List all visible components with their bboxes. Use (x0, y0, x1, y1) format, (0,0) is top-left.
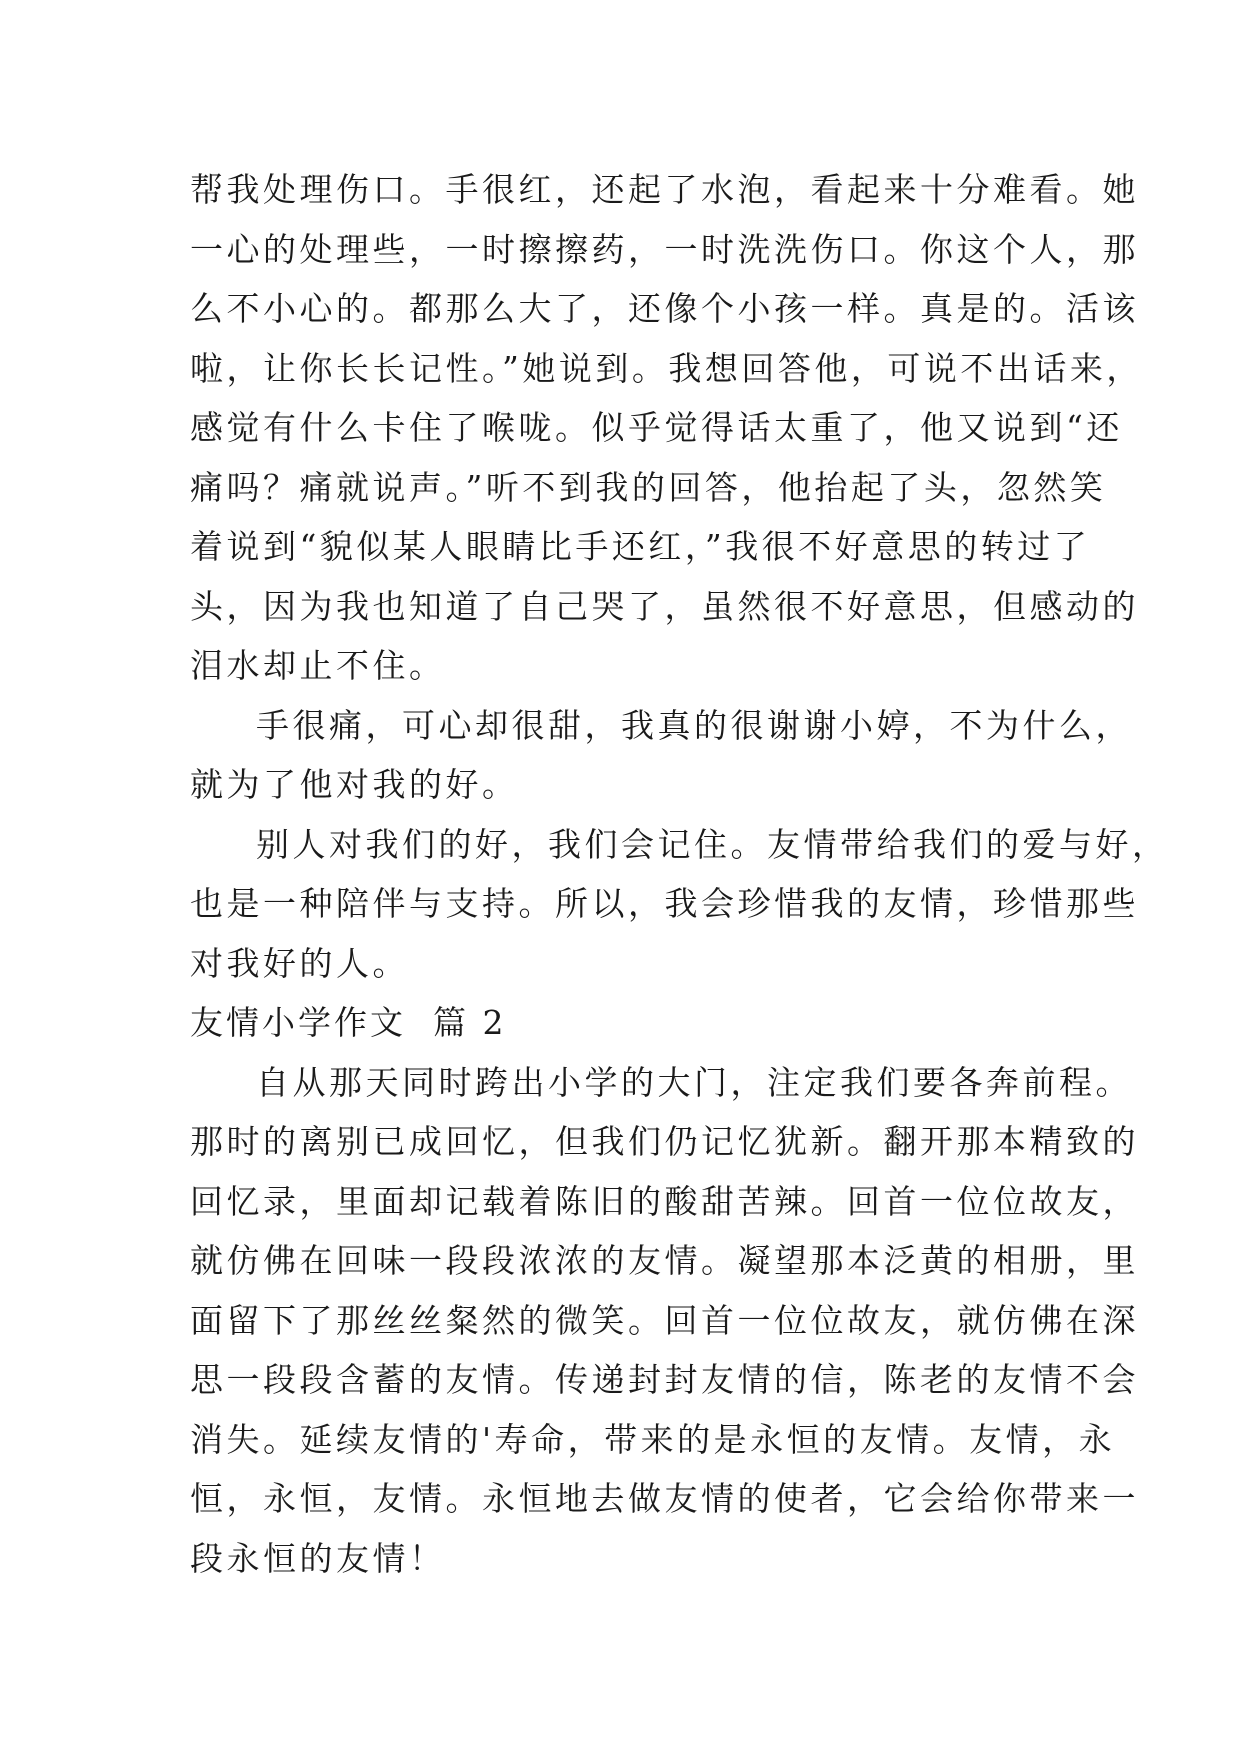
text-line: 感觉有什么卡住了喉咙。似乎觉得话太重了，他又说到“还 (190, 408, 1123, 447)
text-line: 消失。延续友情的'寿命，带来的是永恒的友情。友情，永 (190, 1419, 1116, 1459)
text-line: 就仿佛在回味一段段浓浓的友情。凝望那本泛黄的相册，里 (190, 1241, 1139, 1280)
text-line: 帮我处理伤口。手很红，还起了水泡，看起来十分难看。她 (190, 170, 1139, 209)
text-line: 着说到“貌似某人眼睛比手还红，”我很不好意思的转过了 (190, 527, 1091, 566)
text-line: 手很痛，可心却很甜，我真的很谢谢小婷，不为什么， (256, 705, 1132, 745)
text-line: 那时的离别已成回忆，但我们仍记忆犹新。翻开那本精致的 (190, 1122, 1139, 1161)
text-line: 么不小心的。都那么大了，还像个小孩一样。真是的。活该 (190, 289, 1139, 328)
text-line: 也是一种陪伴与支持。所以，我会珍惜我的友情，珍惜那些 (190, 884, 1139, 923)
text-line: 痛吗？痛就说声。”听不到我的回答，他抬起了头，忽然笑 (190, 467, 1107, 507)
text-line: 面留下了那丝丝粲然的微笑。回首一位位故友，就仿佛在深 (190, 1300, 1139, 1340)
text-line: 段永恒的友情！ (190, 1538, 446, 1578)
text-line: 啦，让你长长记性。”她说到。我想回答他，可说不出话来， (190, 348, 1143, 388)
text-line: 别人对我们的好，我们会记住。友情带给我们的爱与好， (256, 824, 1169, 864)
text-line: 泪水却止不住。 (190, 646, 446, 685)
text-line: 自从那天同时跨出小学的大门，注定我们要各奔前程。 (256, 1062, 1132, 1102)
text-line: 思一段段含蓄的友情。传递封封友情的信，陈老的友情不会 (190, 1360, 1139, 1399)
text-line: 头，因为我也知道了自己哭了，虽然很不好意思，但感动的 (190, 586, 1139, 626)
paragraph (190, 1053, 1139, 1589)
paragraph (190, 696, 1132, 815)
text-line: 就为了他对我的好。 (190, 765, 519, 804)
text-line: 一心的处理些，一时擦擦药，一时洗洗伤口。你这个人，那 (190, 229, 1139, 269)
text-line: 对我好的人。 (190, 943, 409, 983)
paragraph-continuation (190, 160, 1143, 696)
paragraph (190, 815, 1169, 994)
document-body (190, 160, 1169, 1588)
text-line: 回忆录，里面却记载着陈旧的酸甜苦辣。回首一位位故友， (190, 1181, 1139, 1221)
section-title: 友情小学作文 篇 2 (190, 1003, 507, 1042)
text-line: 恒，永恒，友情。永恒地去做友情的使者，它会给你带来一 (190, 1479, 1139, 1518)
